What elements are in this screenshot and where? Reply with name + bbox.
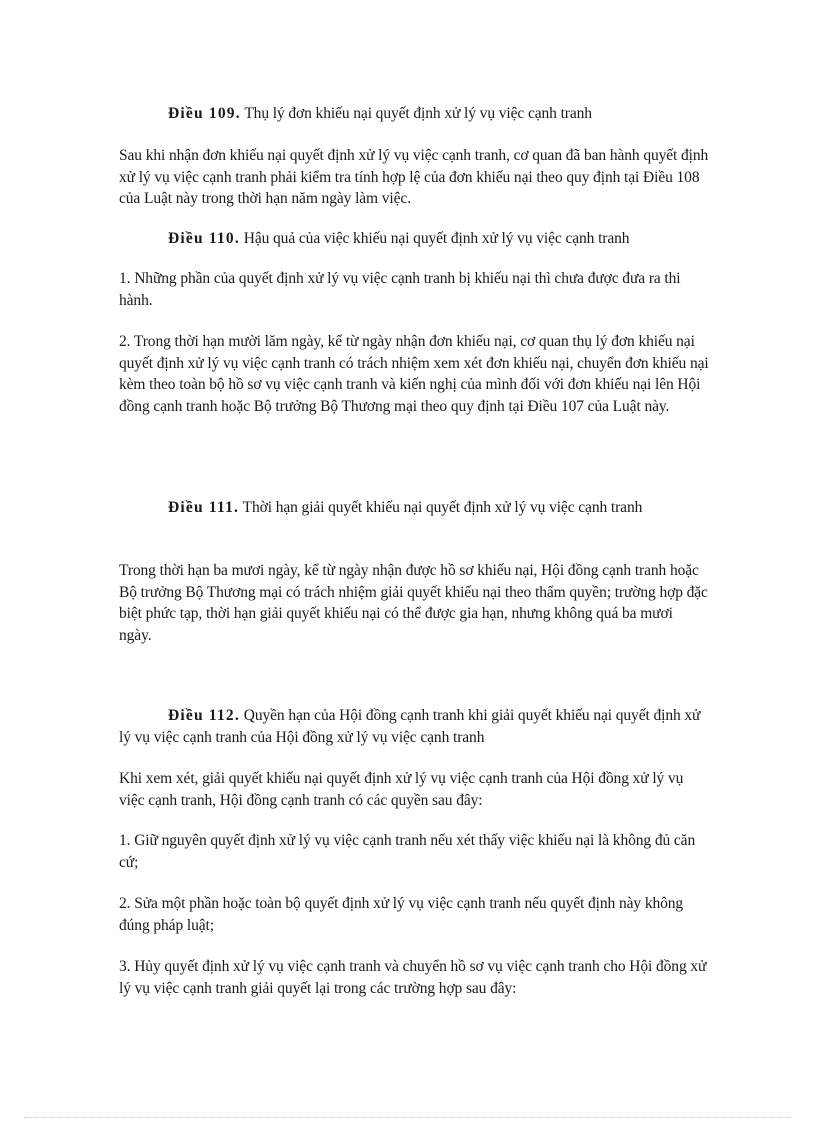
article-title: Quyền hạn của Hội đồng cạnh tranh khi giải quyết khiếu nại quyết định xử lý vụ việc cạnh tranh của Hội đồng xử lý vụ việc cạnh tranh bbox=[119, 707, 701, 746]
article-title: Hậu quả của việc khiếu nại quyết định xử lý vụ việc cạnh tranh bbox=[243, 230, 630, 247]
page-bottom-divider bbox=[24, 1117, 792, 1118]
article-112-paragraph-3: 2. Sửa một phần hoặc toàn bộ quyết định xử lý vụ việc cạnh tranh nếu quyết định này không đúng pháp luật; bbox=[119, 895, 684, 934]
article-109-heading bbox=[119, 103, 709, 125]
article-number: Điều 111. bbox=[168, 499, 240, 516]
article-title: Thời hạn giải quyết khiếu nại quyết định xử lý vụ việc cạnh tranh bbox=[242, 499, 643, 516]
article-111-heading bbox=[119, 497, 709, 519]
article-112-paragraph-2: 1. Giữ nguyên quyết định xử lý vụ việc cạnh tranh nếu xét thấy việc khiếu nại là không đủ căn cứ; bbox=[119, 832, 696, 871]
article-110-heading bbox=[119, 228, 709, 250]
article-number: Điều 112. bbox=[168, 707, 240, 724]
article-number: Điều 109. bbox=[168, 105, 241, 122]
article-title: Thụ lý đơn khiếu nại quyết định xử lý vụ việc cạnh tranh bbox=[244, 105, 592, 122]
article-110-paragraph-2: 2. Trong thời hạn mười lăm ngày, kể từ ngày nhận đơn khiếu nại, cơ quan thụ lý đơn khiếu nại quyết định xử lý vụ việc cạnh tranh có trách nhiệm xem xét đơn khiếu nại, chuyển đơn khiếu nại kèm theo toàn bộ hồ sơ vụ việc cạnh tranh và kiến nghị của mình đối với đơn khiếu nại lên Hội đồng cạnh tranh hoặc Bộ trưởng Bộ Thương mại theo quy định tại Điều 107 của Luật này. bbox=[119, 333, 709, 415]
article-109-paragraph-1: Sau khi nhận đơn khiếu nại quyết định xử lý vụ việc cạnh tranh, cơ quan đã ban hành quyết định xử lý vụ việc cạnh tranh phải kiểm tra tính hợp lệ của đơn khiếu nại theo quy định tại Điều 108 của Luật này trong thời hạn năm ngày làm việc. bbox=[119, 147, 709, 207]
article-112-paragraph-1: Khi xem xét, giải quyết khiếu nại quyết định xử lý vụ việc cạnh tranh của Hội đồng xử lý vụ việc cạnh tranh, Hội đồng cạnh tranh có các quyền sau đây: bbox=[119, 770, 684, 809]
article-111-paragraph-1: Trong thời hạn ba mươi ngày, kể từ ngày nhận được hồ sơ khiếu nại, Hội đồng cạnh tranh hoặc Bộ trưởng Bộ Thương mại có trách nhiệm giải quyết khiếu nại theo thẩm quyền; trường hợp đặc biệt phức tạp, thời hạn giải quyết khiếu nại có thể được gia hạn, nhưng không quá ba mươi ngày. bbox=[119, 562, 708, 644]
article-112-paragraph-4: 3. Hủy quyết định xử lý vụ việc cạnh tranh và chuyển hồ sơ vụ việc cạnh tranh cho Hội đồng xử lý vụ việc cạnh tranh giải quyết lại trong các trường hợp sau đây: bbox=[119, 958, 707, 997]
article-number: Điều 110. bbox=[168, 230, 240, 247]
article-110-paragraph-1: 1. Những phần của quyết định xử lý vụ việc cạnh tranh bị khiếu nại thì chưa được đưa ra thi hành. bbox=[119, 270, 681, 309]
article-112-heading bbox=[119, 705, 709, 748]
